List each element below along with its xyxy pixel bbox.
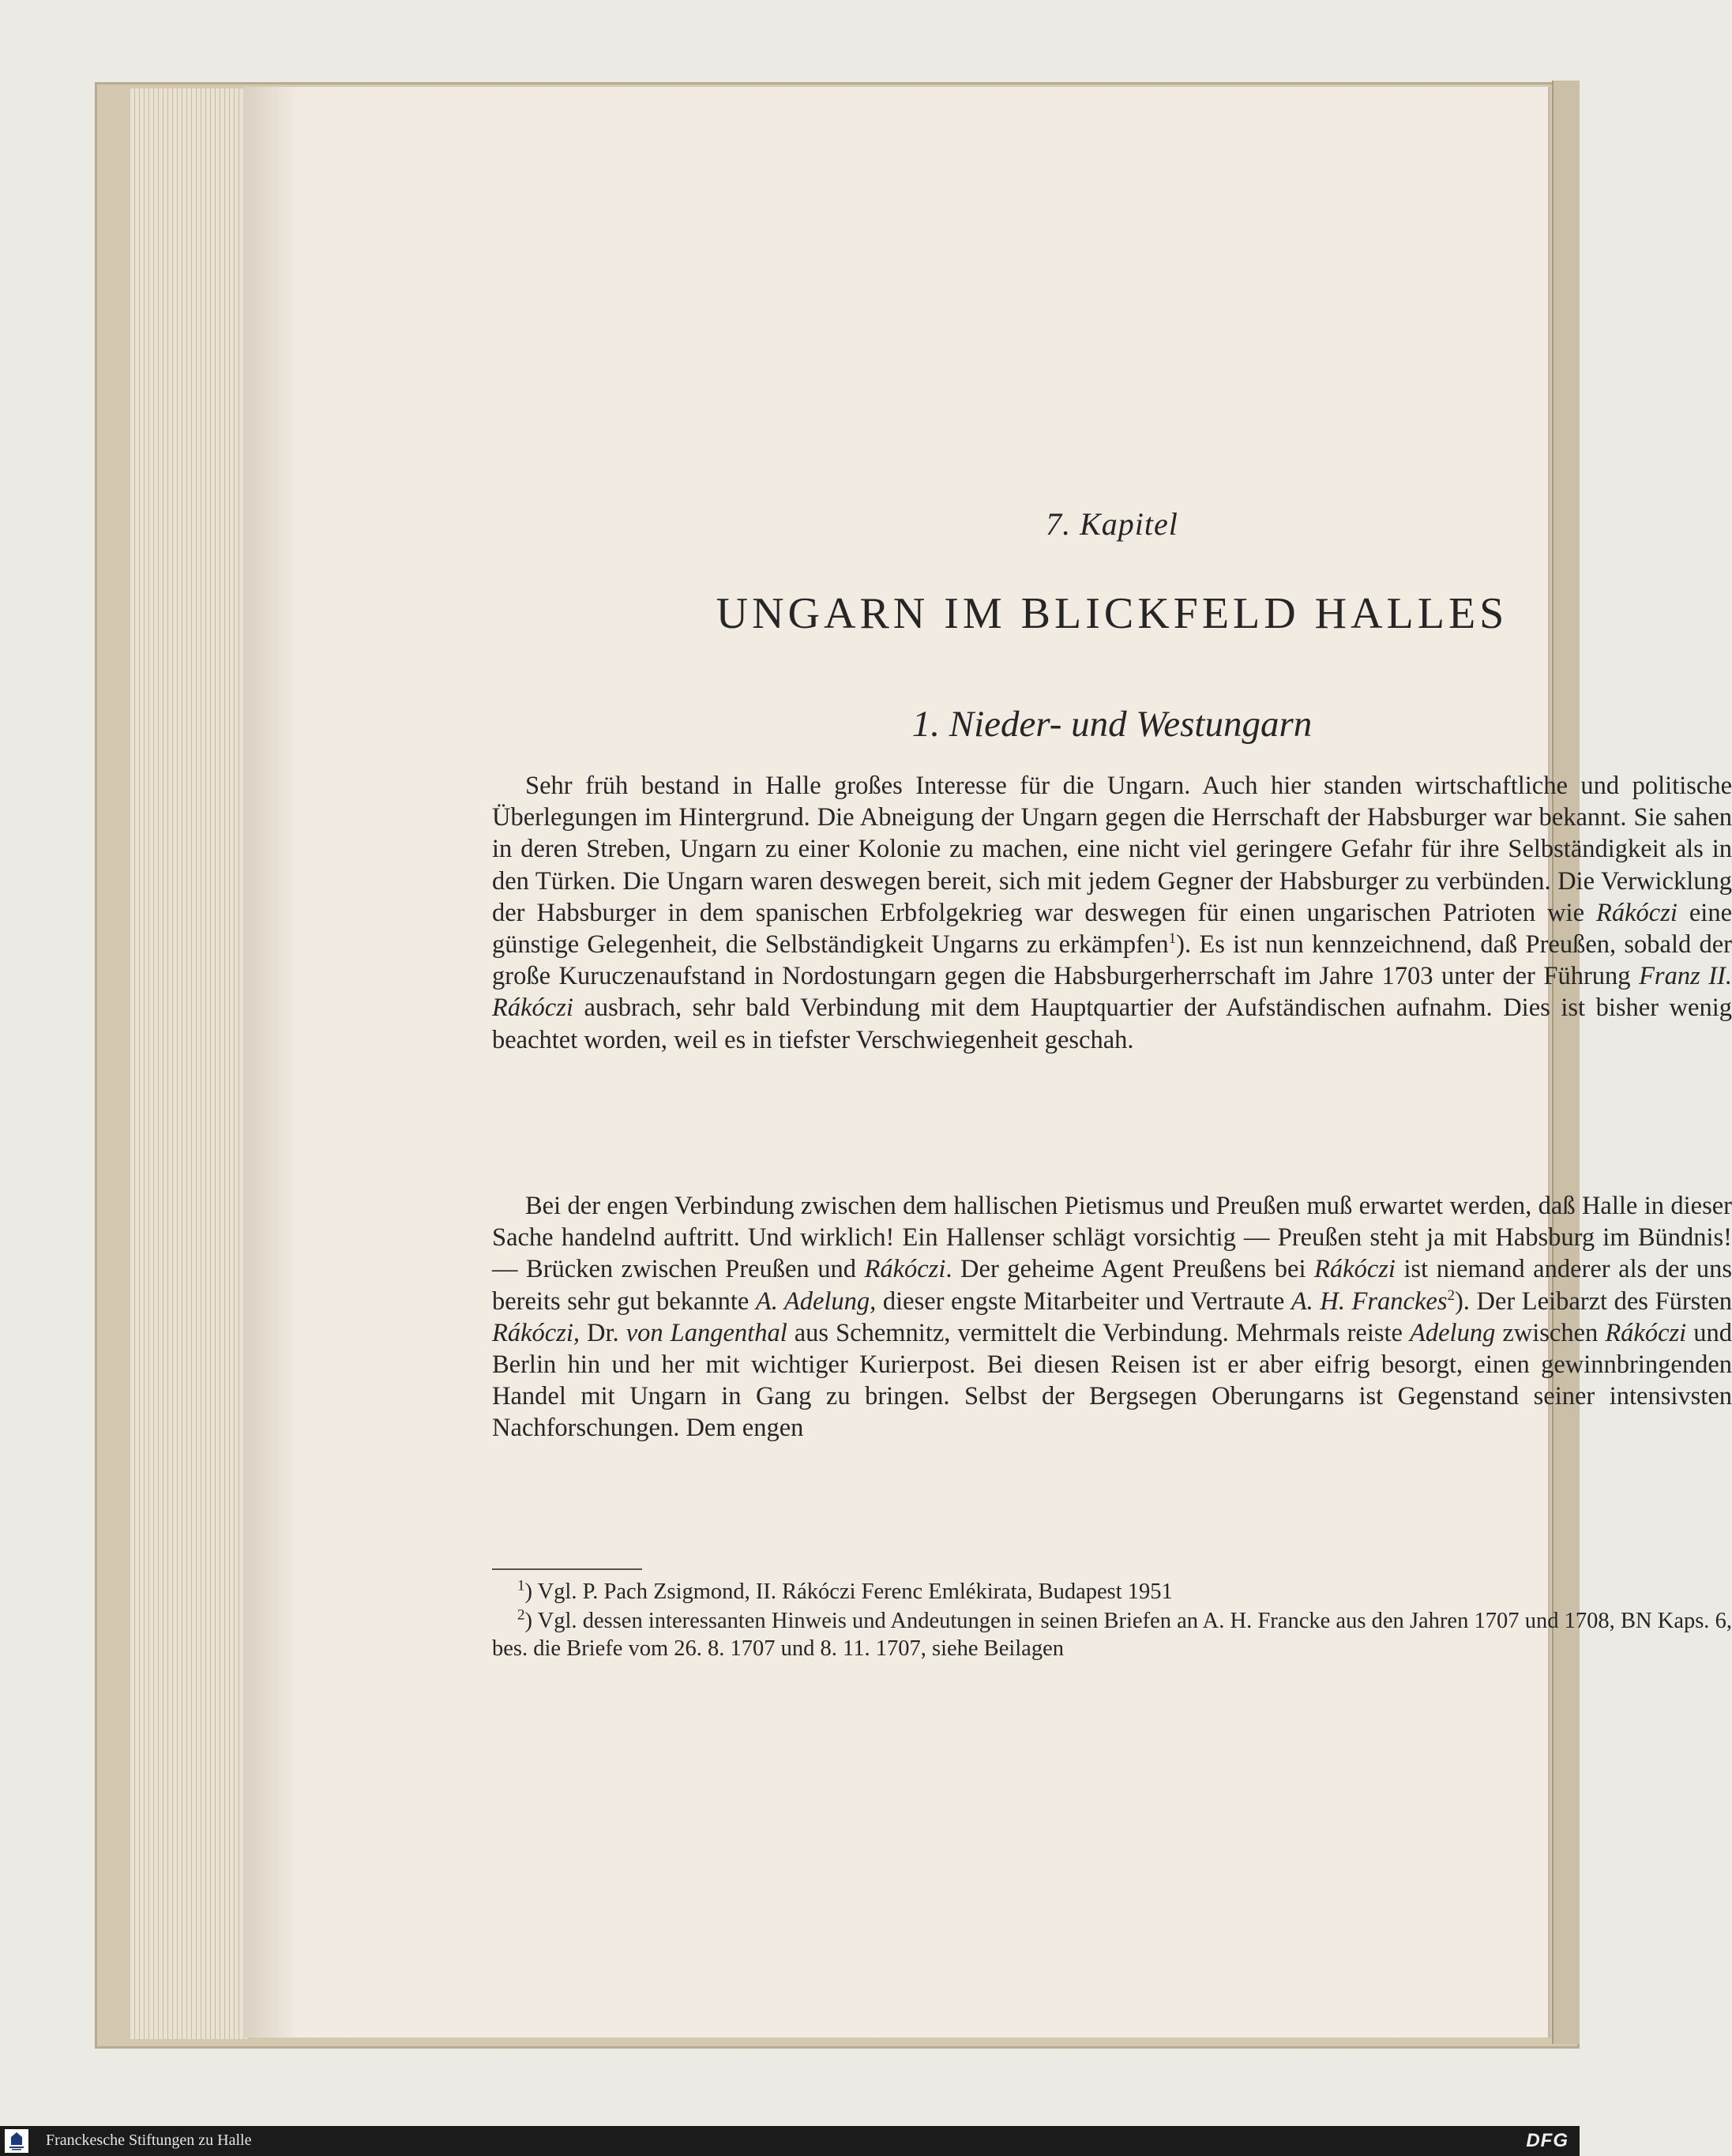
text-run: . Der geheime Agent Preußens bei	[945, 1255, 1315, 1284]
italic-name: Rákóczi	[864, 1255, 946, 1284]
text-run: und Berlin hin und her mit wichtiger Kurierpost. Bei diesen Reisen ist er aber eifrig besorgt, einen gewinnbringenden Handel mit Ungarn in Gang zu bringen. Selbst der Bergsegen Oberungarns ist Gegenstand seiner intensivsten Nachforschungen. Dem engen	[492, 1318, 1732, 1443]
footnote-text: ) Vgl. dessen interessanten Hinweis und Andeutungen in seinen Briefen an A. H. Francke aus den Jahren 1707 und 1708, BN Kaps. 6, bes. die Briefe vom 26. 8. 1707 und 8. 11. 1707, siehe Beilagen	[492, 1609, 1732, 1661]
text-run: aus Schemnitz, vermittelt die Verbindung. Mehrmals reiste	[787, 1318, 1411, 1347]
text-run: Bei der engen Verbindung zwischen dem hallischen Pietismus und Preußen muß erwartet werden, daß Halle in dieser Sache handelnd auftritt. Und wirklich! Ein Hallenser schlägt vorsichtig — Preußen steht ja mit Habsburg im Bündnis! — Brücken zwischen Preußen und	[492, 1192, 1732, 1284]
footnote-marker: 1	[517, 1577, 525, 1594]
italic-name: Rákóczi,	[492, 1318, 580, 1347]
italic-name: Rákóczi	[1596, 898, 1678, 927]
institution-logo-icon	[5, 2129, 28, 2153]
italic-name: Adelung	[1410, 1318, 1496, 1347]
footnote-1	[492, 1578, 1732, 1606]
text-run: ausbrach, sehr bald Verbindung mit dem Hauptquartier der Aufständischen aufnahm. Dies ist bisher wenig beachtet worden, weil es in tiefster Verschwiegenheit geschah.	[492, 993, 1732, 1054]
chapter-title: UNGARN IM BLICKFELD HALLES	[716, 589, 1508, 638]
institution-name: Franckesche Stiftungen zu Halle	[46, 2132, 252, 2149]
italic-name: Franz II. Rákóczi	[492, 962, 1732, 1023]
chapter-number: 7. Kapitel	[1046, 506, 1178, 542]
footnote-reference: 1	[1168, 930, 1177, 948]
text-run: ). Es ist nun kennzeichnend, daß Preußen, sobald der große Kuruczenaufstand in Nordostungarn gegen die Habsburgerherrschaft im Jahre 1703 unter der Führung	[492, 930, 1732, 991]
page-edges	[130, 88, 247, 2039]
paragraph-1	[492, 770, 1732, 1056]
dfg-logo: DFG	[1526, 2130, 1569, 2151]
viewer-footer-bar	[0, 2126, 1580, 2156]
book-right-edge	[1552, 81, 1580, 2044]
paragraph-2	[492, 1190, 1732, 1444]
text-run: zwischen	[1495, 1318, 1606, 1347]
text-run: ). Der Leibarzt des Fürsten	[1454, 1286, 1732, 1316]
footnote-reference: 2	[1447, 1286, 1455, 1304]
italic-name: Rákóczi	[1605, 1318, 1687, 1347]
footnote-2	[492, 1607, 1732, 1662]
italic-name: Rákóczi	[1314, 1255, 1396, 1284]
footnote-text: ) Vgl. P. Pach Zsigmond, II. Rákóczi Ferenc Emlékirata, Budapest 1951	[524, 1579, 1173, 1604]
text-run: eine günstige Gelegenheit, die Selbständigkeit Ungarns zu erkämpfen	[492, 898, 1732, 960]
book-page	[243, 87, 1732, 2038]
section-title: 1. Nieder- und Westungarn	[911, 704, 1313, 745]
text-run: Dr.	[580, 1318, 626, 1347]
gutter-shadow	[243, 87, 299, 2038]
footnote-marker: 2	[517, 1606, 525, 1624]
italic-name: von Langenthal	[626, 1318, 787, 1347]
text-run: ist niemand anderer als der uns bereits sehr gut bekannte	[492, 1255, 1732, 1316]
footnote-rule	[492, 1568, 642, 1570]
italic-name: A. Adelung,	[755, 1286, 877, 1316]
text-run: dieser engste Mitarbeiter und Vertraute	[876, 1286, 1291, 1316]
italic-name: A. H. Franckes	[1291, 1286, 1448, 1316]
text-run: Sehr früh bestand in Halle großes Interesse für die Ungarn. Auch hier standen wirtschaftliche und politische Überlegungen im Hintergrund. Die Abneigung der Ungarn gegen die Herrschaft der Habsburger war bekannt. Sie sahen in deren Streben, Ungarn zu einer Kolonie zu machen, eine nicht viel geringere Gefahr für ihre Selbständigkeit als in den Türken. Die Ungarn waren deswegen bereit, sich mit jedem Gegner der Habsburger zu verbünden. Die Verwicklung der Habsburger in dem spanischen Erbfolgekrieg war deswegen für einen ungarischen Patrioten wie	[492, 772, 1732, 927]
